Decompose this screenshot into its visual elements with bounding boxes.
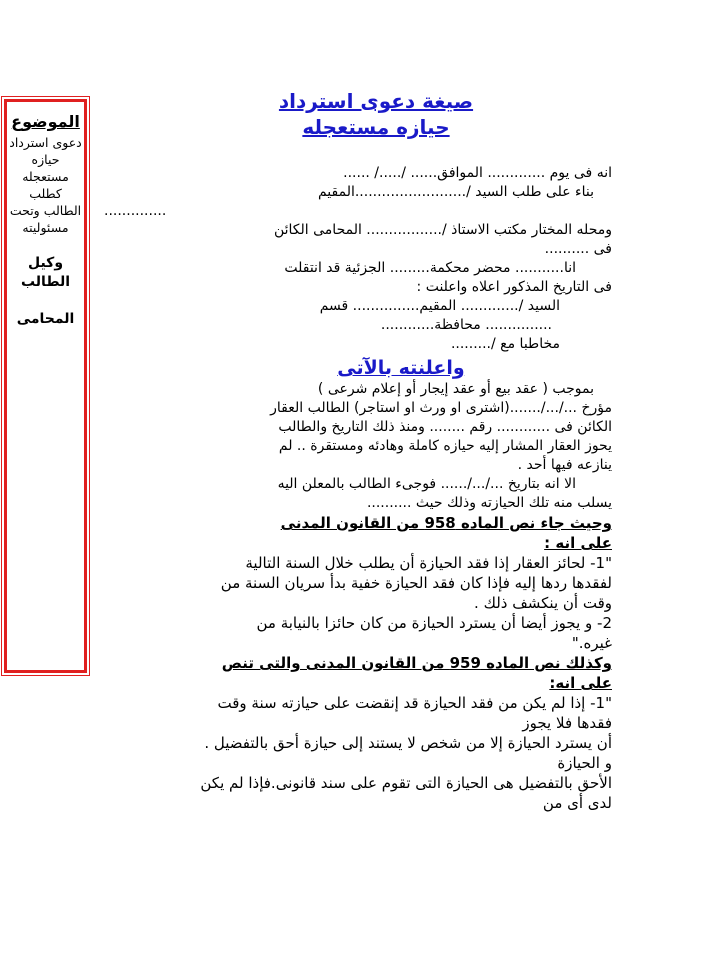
law-958-line: 2- و يجوز أيضا أن يسترد الحيازة من كان حائزا بالنيابة من	[256, 614, 612, 632]
title-line-1: صيغة دعوى استرداد	[278, 89, 474, 113]
law-959-line: الأحق بالتفضيل هى الحيازة التى تقوم على سند قانونى.فإذا لم يكن	[200, 774, 612, 792]
law-959-heading-cont: على انه:	[549, 674, 612, 692]
law-958-line: "1- لحائز العقار إذا فقد الحيازة أن يطلب خلال السنة التالية	[245, 554, 612, 572]
law-959-line: "1- إذا لم يكن من فقد الحيازة قد إنقضت على حيازته سنة وقت	[217, 694, 612, 712]
intro-line: فى التاريخ المذكور اعلاه واعلنت :	[416, 279, 612, 295]
topic-description: دعوى استرداد حيازه مستعجله كطلب الطالب وتحت مسئوليته	[9, 135, 82, 235]
body-line: الكائن فى ............ رقم ........ ومنذ ذلك التاريخ والطالب	[278, 419, 612, 435]
agent-label: وكيل الطالب	[20, 255, 71, 290]
law-959-heading: وكذلك نص الماده 959 من القانون المدنى والتى تنص	[221, 654, 612, 672]
intro-line: بناء على طلب السيد /.........................المقيم	[317, 184, 594, 200]
body-line: يسلب منه تلك الحيازته وذلك حيث ..........	[366, 495, 612, 511]
body-line: بموجب ( عقد بيع أو عقد إيجار أو إعلام شرعى )	[317, 381, 594, 397]
title-line-2: حيازه مستعجله	[302, 115, 450, 139]
law-959-line: لدى أى من	[542, 794, 612, 812]
document-body	[100, 88, 612, 813]
announcement-heading: واعلنته بالآتى	[337, 357, 465, 379]
law-959-line: فقدها فلا يجوز	[522, 714, 612, 732]
law-958-heading-cont: على انه :	[544, 534, 612, 552]
intro-line: السيد /............. المقيم............... قسم	[319, 298, 560, 314]
intro-line: مخاطبا مع /.........	[450, 336, 560, 352]
law-958-line: غيره."	[571, 634, 612, 652]
intro-line: ..............	[104, 203, 167, 219]
law-959-line: أن يسترد الحيازة إلا من شخص لا يستند إلى حيازة أحق بالتفضيل .	[204, 734, 612, 752]
intro-line: فى ..........	[544, 241, 612, 257]
topic-label: الموضوع	[11, 112, 80, 131]
law-958-heading: وحيث جاء نص الماده 958 من القانون المدنى	[280, 514, 612, 532]
law-958-line: لفقدها ردها إليه فإذا كان فقد الحيازة خفية بدأ سريان السنة من	[220, 574, 612, 592]
intro-line: ومحله المختار مكتب الاستاذ /................. المحامى الكائن	[273, 222, 612, 238]
body-line: الا انه بتاريخ .../.../...... فوجىء الطالب بالمعلن اليه	[277, 476, 576, 492]
topic-sidebar-box	[4, 99, 87, 673]
intro-line: ............... محافظة............	[380, 317, 552, 333]
lawyer-label: المحامى	[16, 311, 75, 327]
body-line: يحوز العقار المشار إليه حيازه كاملة وهادئه ومستقرة .. لم	[278, 438, 612, 454]
intro-line: انا........... محضر محكمة......... الجزئية قد انتقلت	[284, 260, 576, 276]
law-958-line: وقت أن ينكشف ذلك .	[474, 594, 612, 612]
body-line: ينازعه فيها أحد .	[517, 457, 612, 473]
law-959-line: و الحيازة	[557, 754, 612, 772]
intro-line: انه فى يوم ............. الموافق...... /...../ ......	[343, 165, 612, 181]
body-line: مؤرخ .../.../.......(اشترى او ورث او استاجر) الطالب العقار	[270, 400, 612, 416]
